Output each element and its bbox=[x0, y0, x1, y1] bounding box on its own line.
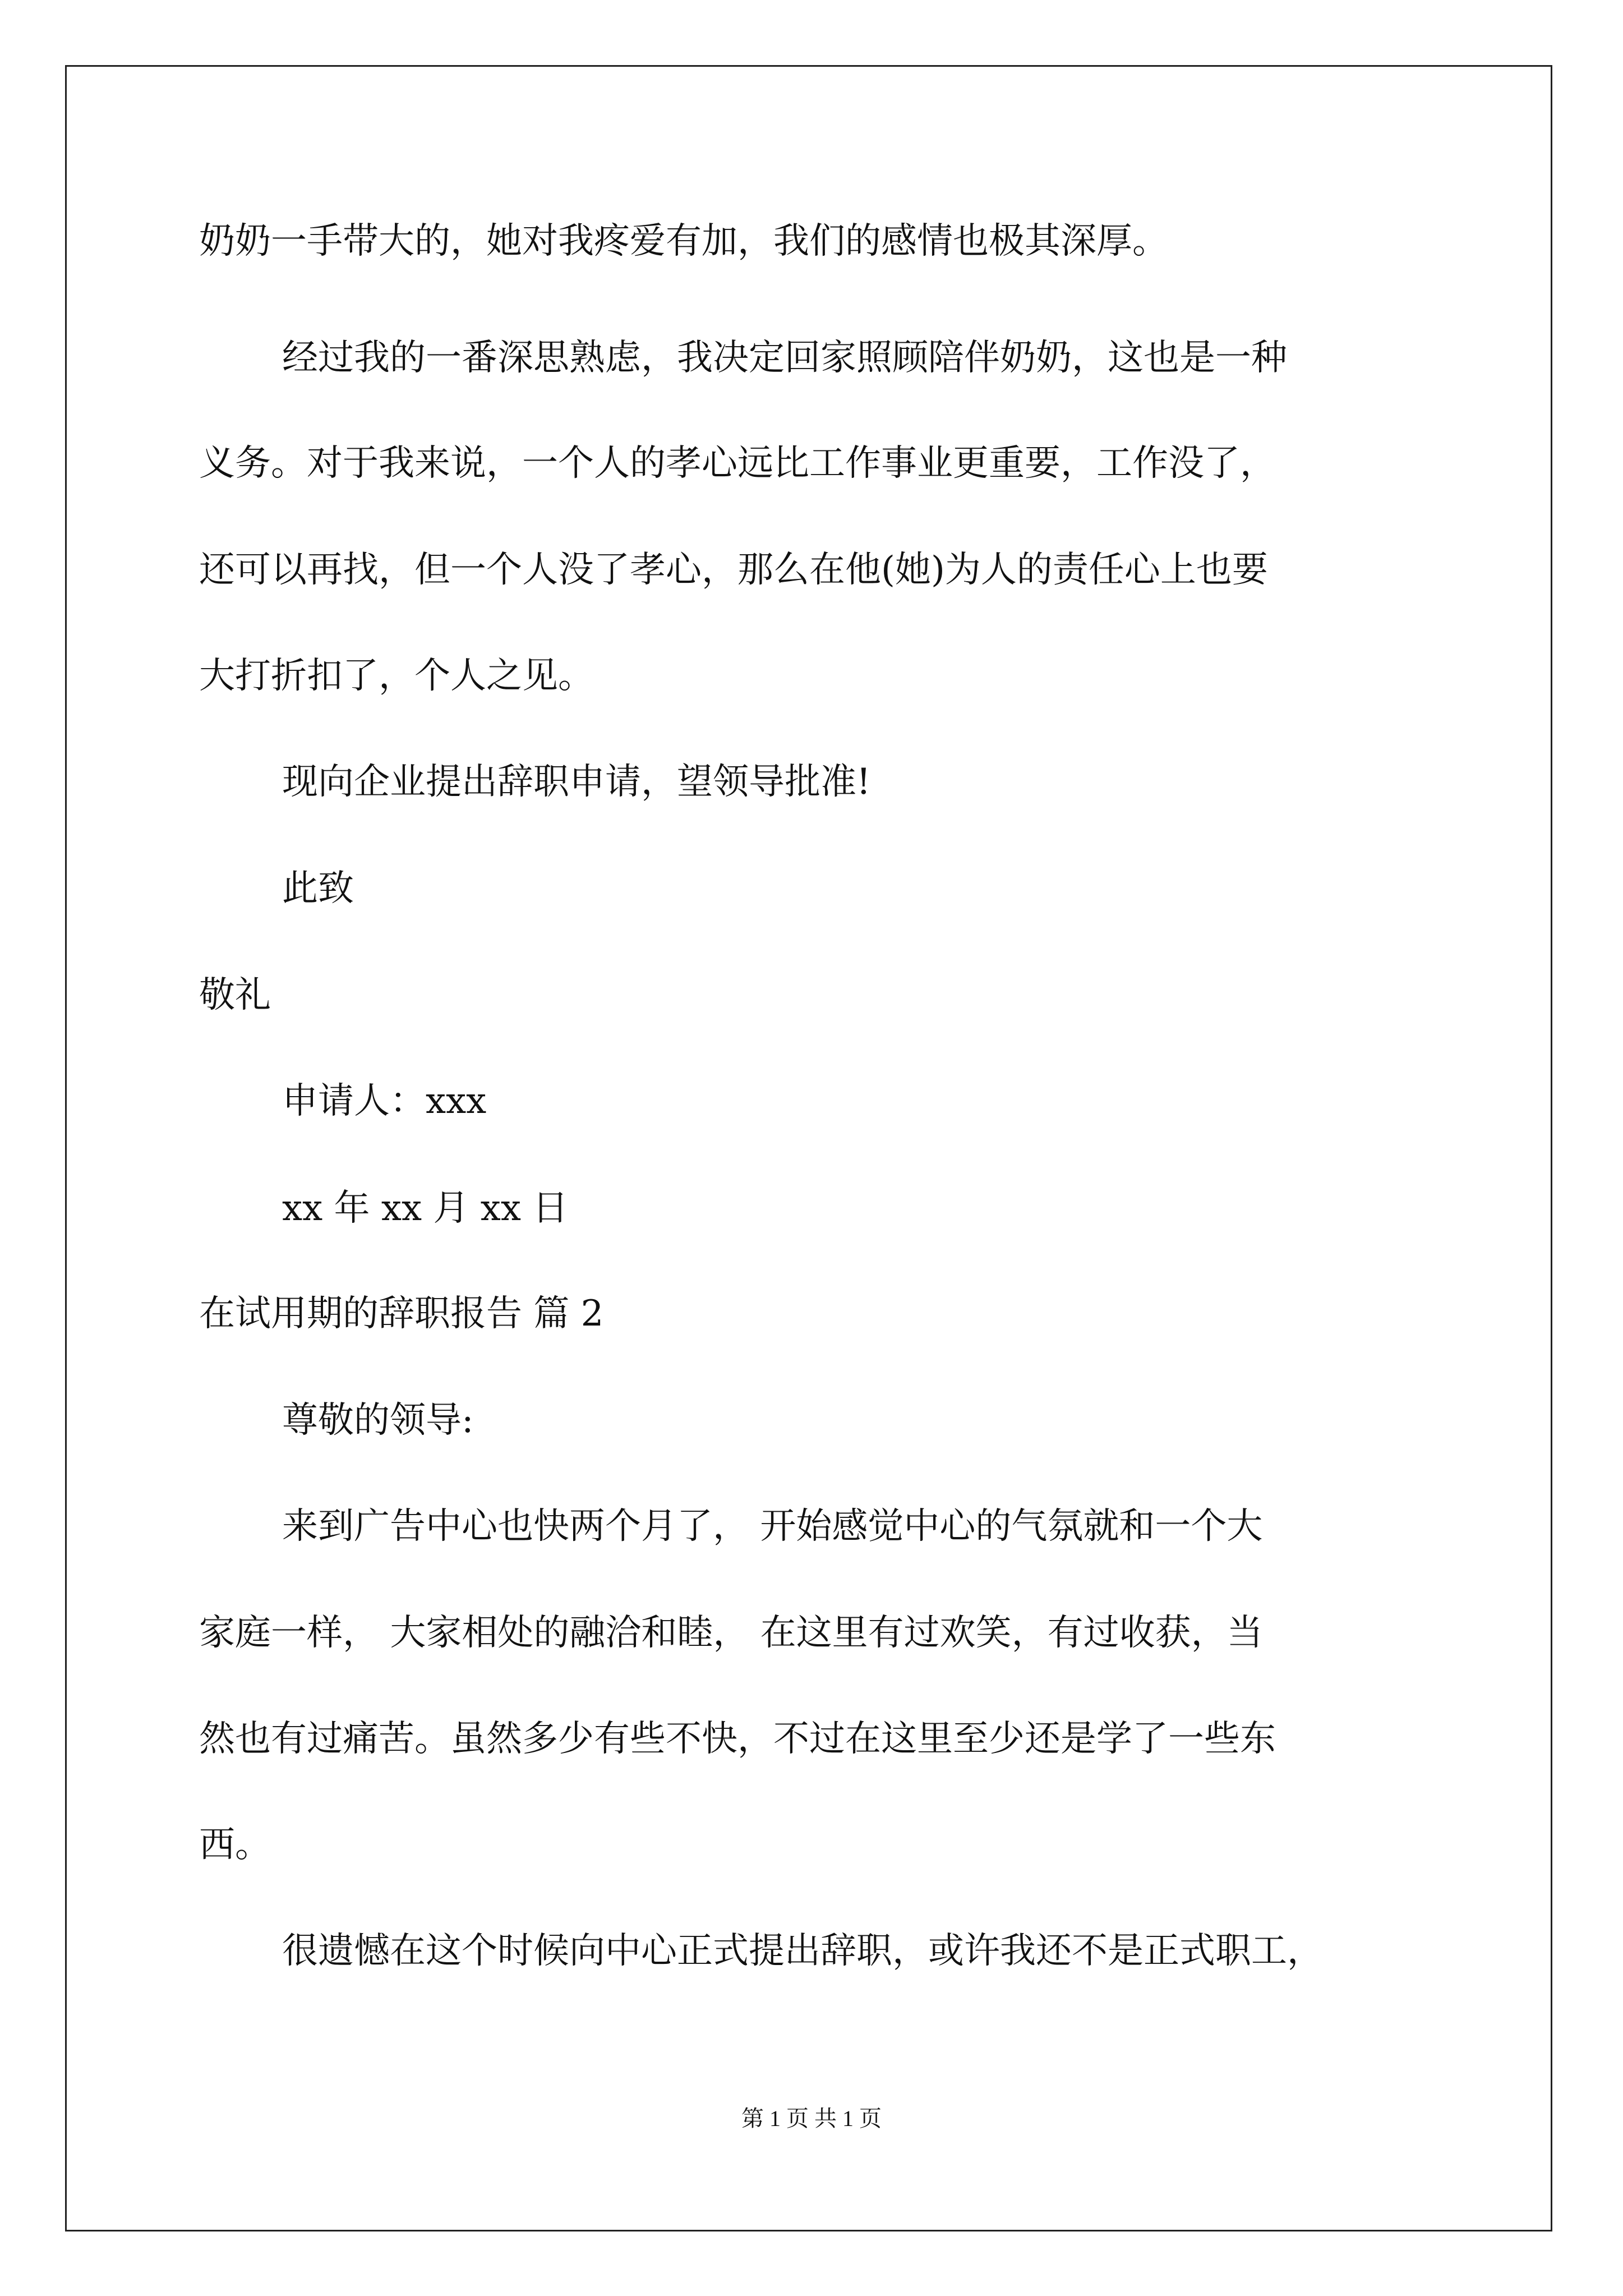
closing-salutation: 此致 bbox=[282, 868, 354, 909]
applicant-line: 申请人：xxx bbox=[282, 1080, 487, 1122]
body-line: 经过我的一番深思熟虑，我决定回家照顾陪伴奶奶，这也是一种 bbox=[282, 337, 1287, 379]
body-line: 现向企业提出辞职申请，望领导批准! bbox=[282, 761, 871, 803]
body-line: 奶奶一手带大的，她对我疼爱有加，我们的感情也极其深厚。 bbox=[199, 220, 1168, 262]
date-line: xx 年 xx 月 xx 日 bbox=[282, 1188, 569, 1229]
body-line: 还可以再找，但一个人没了孝心，那么在他(她)为人的责任心上也要 bbox=[199, 549, 1268, 591]
body-line: 西。 bbox=[199, 1824, 271, 1866]
body-line: 然也有过痛苦。虽然多少有些不快，不过在这里至少还是学了一些东 bbox=[199, 1718, 1276, 1760]
body-line: 大打折扣了，个人之见。 bbox=[199, 655, 594, 697]
body-line: 很遗憾在这个时候向中心正式提出辞职，或许我还不是正式职工， bbox=[282, 1930, 1323, 1972]
section-heading: 在试用期的辞职报告 篇 2 bbox=[199, 1293, 604, 1335]
page-border bbox=[65, 65, 1552, 2231]
body-line: 来到广告中心也快两个月了， 开始感觉中心的气氛就和一个大 bbox=[282, 1506, 1263, 1547]
greeting-line: 尊敬的领导: bbox=[282, 1400, 474, 1441]
body-line: 义务。对于我来说，一个人的孝心远比工作事业更重要，工作没了， bbox=[199, 443, 1276, 484]
page-footer: 第 1 页 共 1 页 bbox=[741, 2106, 882, 2131]
body-line: 家庭一样， 大家相处的融洽和睦， 在这里有过欢笑，有过收获，当 bbox=[199, 1612, 1263, 1654]
closing-respect: 敬礼 bbox=[199, 974, 271, 1016]
